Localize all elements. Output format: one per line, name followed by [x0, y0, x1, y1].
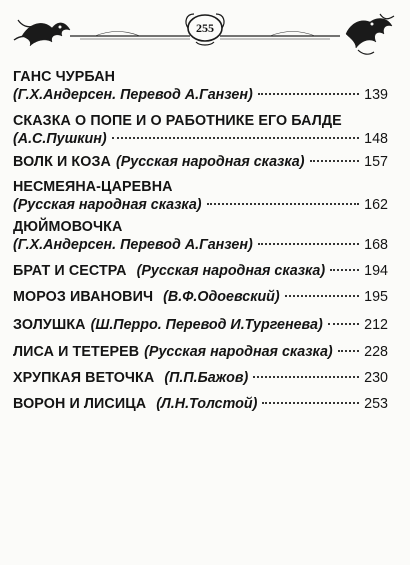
toc-title: ВОЛК И КОЗА: [13, 154, 111, 170]
toc-entry[interactable]: [13, 288, 388, 306]
toc-note: (В.Ф.Одоевский): [163, 289, 280, 305]
toc-entry[interactable]: [13, 112, 388, 148]
dot-leader: [258, 92, 359, 95]
toc-page: 228: [364, 344, 388, 360]
dot-leader: [330, 268, 359, 271]
toc-page: 168: [364, 237, 388, 253]
toc-note: (Г.Х.Андерсен. Перевод А.Ганзен): [13, 237, 253, 253]
toc-entry[interactable]: [13, 153, 388, 171]
dot-leader: [112, 136, 359, 139]
dot-leader: [258, 242, 359, 245]
toc-title: ГАНС ЧУРБАН: [13, 69, 116, 85]
page-header: [0, 0, 410, 60]
toc-note: (А.С.Пушкин): [13, 131, 107, 147]
toc-entry[interactable]: [13, 395, 388, 413]
toc-entry[interactable]: [13, 68, 388, 104]
toc-page: 157: [364, 154, 388, 170]
toc-note: (Русская народная сказка): [136, 263, 326, 279]
dot-leader: [285, 294, 359, 297]
toc-entry[interactable]: [13, 178, 388, 214]
dot-leader: [328, 322, 359, 325]
toc-title: ВОРОН И ЛИСИЦА: [13, 396, 147, 412]
toc-note: (Г.Х.Андерсен. Перевод А.Ганзен): [13, 87, 253, 103]
toc-page: 195: [364, 289, 388, 305]
toc-title: ЛИСА И ТЕТЕРЕВ: [13, 344, 140, 360]
dragon-left-icon: [14, 20, 70, 46]
toc-entry[interactable]: [13, 262, 388, 280]
toc-entry[interactable]: [13, 218, 388, 254]
toc-note: (П.П.Бажов): [164, 370, 249, 386]
toc-note: (Русская народная сказка): [13, 197, 202, 213]
toc-title: ХРУПКАЯ ВЕТОЧКА: [13, 370, 155, 386]
toc-title: ДЮЙМОВОЧКА: [13, 219, 123, 235]
toc-page: 212: [364, 317, 388, 333]
toc-entry[interactable]: [13, 316, 388, 334]
toc-page: 162: [364, 197, 388, 213]
toc-note: (Русская народная сказка): [115, 154, 305, 170]
toc-entry[interactable]: [13, 369, 388, 387]
page-number: 255: [196, 21, 214, 35]
toc-page: 139: [364, 87, 388, 103]
dot-leader: [262, 401, 359, 404]
toc-note: (Русская народная сказка): [144, 344, 333, 360]
toc-title: МОРОЗ ИВАНОВИЧ: [13, 289, 154, 305]
toc-title: СКАЗКА О ПОПЕ И О РАБОТНИКЕ ЕГО БАЛДЕ: [13, 113, 342, 129]
dot-leader: [207, 202, 359, 205]
toc-entry[interactable]: [13, 343, 388, 361]
dot-leader: [253, 375, 359, 378]
toc-page: 230: [364, 370, 388, 386]
dot-leader: [338, 349, 359, 352]
toc-title: НЕСМЕЯНА-ЦАРЕВНА: [13, 179, 173, 195]
dragon-right-icon: [346, 14, 394, 54]
toc-note: (Л.Н.Толстой): [156, 396, 258, 412]
toc-page: 194: [364, 263, 388, 279]
toc-title: ЗОЛУШКА: [13, 317, 86, 333]
toc-page: 253: [364, 396, 388, 412]
dot-leader: [310, 159, 360, 162]
toc-note: (Ш.Перро. Перевод И.Тургенева): [90, 317, 323, 333]
toc-title: БРАТ И СЕСТРА: [13, 263, 127, 279]
toc-page: 148: [364, 131, 388, 147]
